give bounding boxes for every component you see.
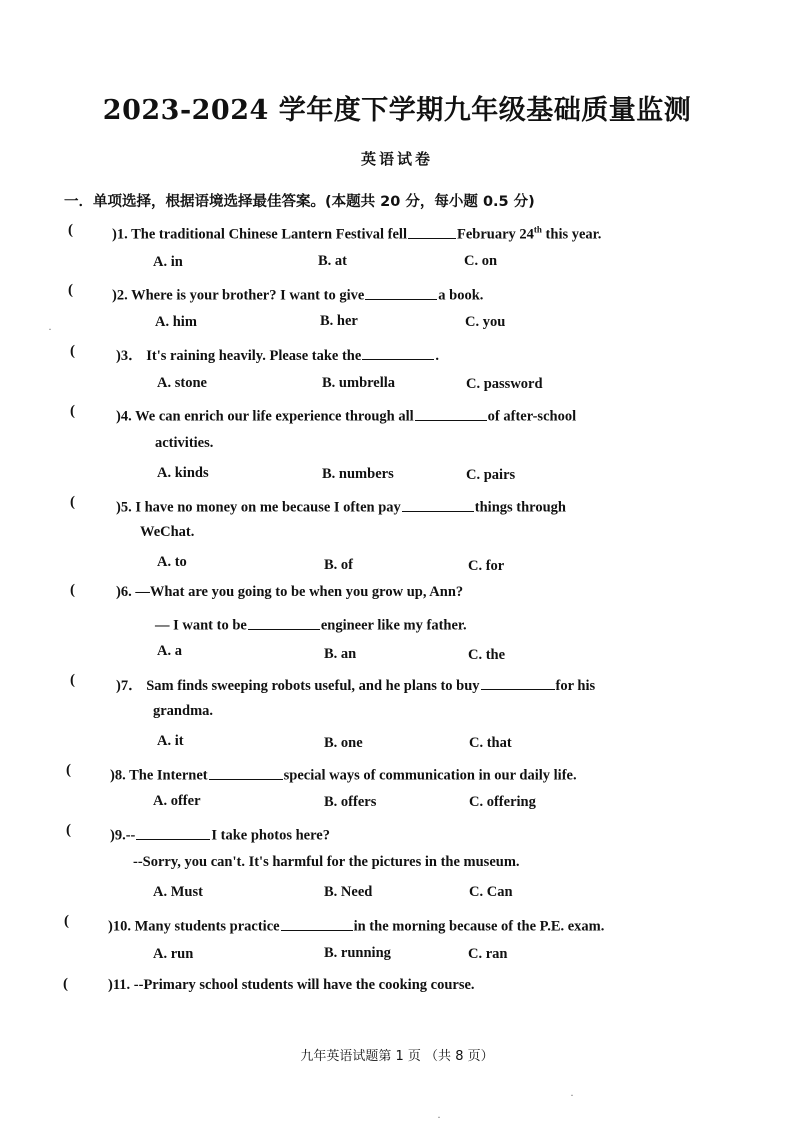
scan-speck: · bbox=[48, 322, 52, 336]
option-a[interactable]: A. kinds bbox=[157, 465, 209, 481]
option-b[interactable]: B. an bbox=[324, 646, 357, 662]
option-a[interactable]: A. in bbox=[153, 254, 183, 270]
answer-paren[interactable]: ( bbox=[64, 913, 69, 929]
question-9: )9.-- I take photos here? bbox=[110, 824, 330, 845]
answer-paren[interactable]: ( bbox=[70, 672, 75, 688]
question-1: )1. The traditional Chinese Lantern Festival fell February 24th this year. bbox=[112, 224, 602, 243]
question-5: )5. I have no money on me because I often pay things through bbox=[116, 496, 566, 517]
answer-blank[interactable] bbox=[408, 223, 456, 239]
option-c[interactable]: C. password bbox=[466, 376, 543, 392]
option-b[interactable]: B. offers bbox=[324, 794, 377, 810]
answer-paren[interactable]: ( bbox=[70, 343, 75, 359]
option-c[interactable]: C. you bbox=[465, 314, 506, 330]
option-b[interactable]: B. umbrella bbox=[322, 375, 396, 391]
question-4-continuation: activities. bbox=[155, 435, 214, 451]
option-a[interactable]: A. to bbox=[157, 554, 187, 570]
answer-blank[interactable] bbox=[248, 614, 320, 630]
option-b[interactable]: B. numbers bbox=[322, 466, 394, 482]
option-a[interactable]: A. a bbox=[157, 643, 182, 659]
option-c[interactable]: C. on bbox=[464, 253, 498, 269]
option-c[interactable]: C. pairs bbox=[466, 467, 516, 483]
option-a[interactable]: A. it bbox=[157, 733, 184, 749]
option-b[interactable]: B. of bbox=[324, 557, 353, 573]
option-c[interactable]: C. offering bbox=[469, 794, 536, 810]
answer-blank[interactable] bbox=[481, 675, 555, 691]
option-c[interactable]: C. the bbox=[468, 647, 506, 663]
option-b[interactable]: B. her bbox=[320, 313, 358, 329]
option-a[interactable]: A. him bbox=[155, 314, 197, 330]
page-subtitle: 英语试卷 bbox=[360, 150, 433, 168]
question-6-continuation: — I want to be engineer like my father. bbox=[155, 614, 467, 635]
answer-blank[interactable] bbox=[415, 405, 487, 421]
option-b[interactable]: B. one bbox=[324, 735, 363, 751]
answer-paren[interactable]: ( bbox=[63, 976, 68, 992]
question-11: )11. --Primary school students will have the cooking course. bbox=[108, 977, 475, 993]
answer-blank[interactable] bbox=[365, 284, 437, 300]
answer-blank[interactable] bbox=[136, 824, 210, 840]
option-c[interactable]: C. Can bbox=[469, 884, 513, 900]
question-7-continuation: grandma. bbox=[153, 703, 214, 719]
answer-paren[interactable]: ( bbox=[68, 282, 73, 298]
page-footer: 九年英语试题第 1 页 （共 8 页） bbox=[300, 1049, 494, 1064]
question-3: )3． It's raining heavily. Please take the . bbox=[116, 344, 439, 365]
answer-blank[interactable] bbox=[402, 496, 474, 512]
answer-paren[interactable]: ( bbox=[66, 822, 71, 838]
scan-speck: · bbox=[570, 1088, 574, 1102]
answer-paren[interactable]: ( bbox=[70, 582, 75, 598]
answer-paren[interactable]: ( bbox=[70, 494, 75, 510]
answer-paren[interactable]: ( bbox=[68, 222, 73, 238]
question-7: )7． Sam finds sweeping robots useful, and he plans to buy for his bbox=[116, 674, 595, 695]
option-c[interactable]: C. that bbox=[469, 735, 512, 751]
option-c[interactable]: C. ran bbox=[468, 946, 508, 962]
page-title: 2023-2024 学年度下学期九年级基础质量监测 bbox=[102, 95, 692, 126]
section-heading: 一．单项选择，根据语境选择最佳答案。(本题共 20 分，每小题 0.5 分) bbox=[64, 194, 535, 210]
option-c[interactable]: C. for bbox=[468, 558, 505, 574]
question-2: )2. Where is your brother? I want to give a book. bbox=[112, 284, 483, 305]
question-10: )10. Many students practice in the morning because of the P.E. exam. bbox=[108, 915, 604, 936]
question-9-continuation: --Sorry, you can't. It's harmful for the pictures in the museum. bbox=[133, 854, 520, 870]
option-a[interactable]: A. Must bbox=[153, 884, 203, 900]
scan-speck: · bbox=[437, 1110, 441, 1124]
answer-paren[interactable]: ( bbox=[70, 403, 75, 419]
answer-blank[interactable] bbox=[209, 764, 283, 780]
option-a[interactable]: A. stone bbox=[157, 375, 207, 391]
option-b[interactable]: B. Need bbox=[324, 884, 373, 900]
question-5-continuation: WeChat. bbox=[140, 524, 195, 540]
answer-blank[interactable] bbox=[362, 345, 434, 361]
answer-paren[interactable]: ( bbox=[66, 762, 71, 778]
answer-blank[interactable] bbox=[281, 915, 353, 931]
question-4: )4. We can enrich our life experience through all of after-school bbox=[116, 405, 576, 426]
option-b[interactable]: B. at bbox=[318, 253, 347, 269]
option-a[interactable]: A. offer bbox=[153, 793, 201, 809]
question-6: )6. —What are you going to be when you grow up, Ann? bbox=[116, 584, 464, 600]
option-a[interactable]: A. run bbox=[153, 946, 194, 962]
option-b[interactable]: B. running bbox=[324, 945, 391, 961]
question-8: )8. The Internet special ways of communication in our daily life. bbox=[110, 764, 577, 785]
